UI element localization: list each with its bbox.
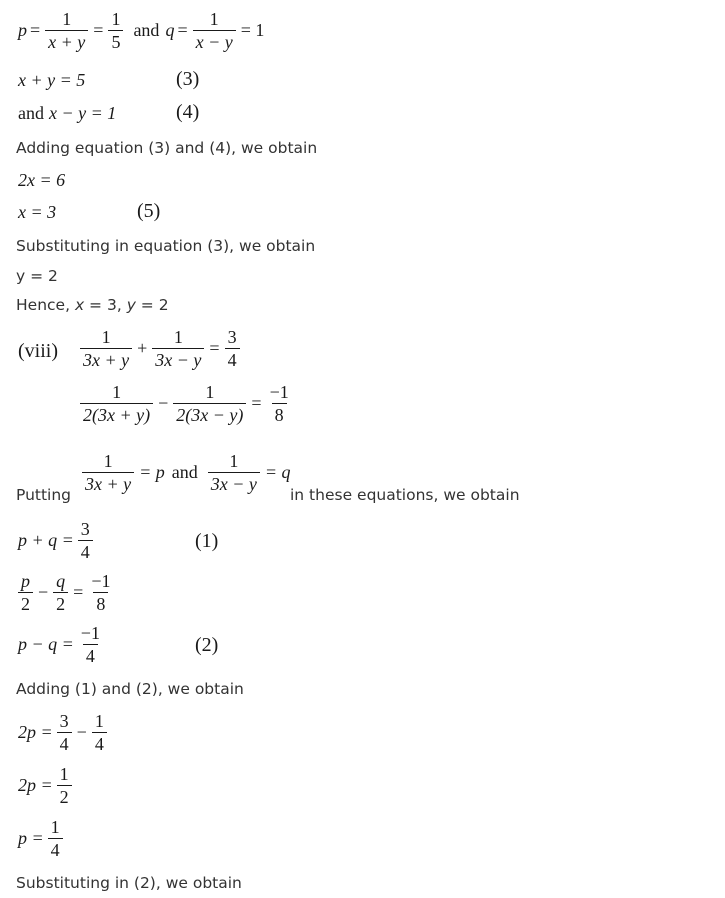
equation-3: x + y = 5 bbox=[18, 70, 86, 90]
numerator: 1 bbox=[62, 9, 72, 29]
denominator: 4 bbox=[57, 732, 72, 754]
part-label-viii: (viii) bbox=[18, 340, 58, 362]
fraction-1-over-3x-minus-y bbox=[208, 452, 260, 494]
equation-1 bbox=[18, 520, 95, 562]
fraction-1-over-2-3x-plus-y bbox=[80, 383, 153, 425]
numerator: 1 bbox=[59, 764, 69, 784]
fraction-1-over-3x-minus-y bbox=[152, 328, 204, 370]
equation-2p-b bbox=[18, 765, 74, 807]
equation-p bbox=[18, 818, 65, 860]
text-substituting-eq3: Substituting in equation (3), we obtain bbox=[16, 237, 316, 255]
equals-sign: = bbox=[73, 582, 84, 603]
hence-prefix: Hence, bbox=[16, 296, 75, 314]
equals-one: = 1 bbox=[240, 20, 265, 41]
equation-x-3: x = 3 bbox=[18, 202, 57, 222]
numerator: 3 bbox=[227, 327, 237, 347]
denominator: 2 bbox=[57, 785, 72, 807]
denominator: 2(3x + y) bbox=[80, 403, 153, 425]
var-q: q bbox=[165, 20, 175, 41]
denominator: 3x + y bbox=[80, 348, 132, 370]
y-value: = 2 bbox=[135, 296, 169, 314]
var-y: y bbox=[126, 296, 136, 314]
equation-viii-b bbox=[78, 383, 294, 425]
equation-2x-6: 2x = 6 bbox=[18, 170, 66, 190]
numerator: 1 bbox=[173, 327, 183, 347]
equation-half bbox=[16, 572, 115, 614]
equation-label-3: (3) bbox=[176, 68, 200, 90]
equals-sign: = bbox=[209, 338, 220, 359]
numerator: 1 bbox=[50, 817, 60, 837]
x-value: = 3, bbox=[84, 296, 127, 314]
equation-2 bbox=[18, 624, 105, 666]
fraction-1-over-x-minus-y bbox=[193, 10, 236, 52]
denominator: 4 bbox=[83, 644, 98, 666]
fraction-1-over-4 bbox=[48, 818, 63, 860]
equation-2p-lhs: 2p = bbox=[18, 722, 53, 743]
text-substituting-in-2: Substituting in (2), we obtain bbox=[16, 874, 242, 892]
equals-sign: = bbox=[177, 20, 188, 41]
equals-p: = p bbox=[139, 462, 165, 483]
text-hence bbox=[16, 296, 169, 314]
fraction-minus1-over-8 bbox=[88, 572, 113, 614]
denominator: 5 bbox=[108, 30, 123, 52]
denominator: 3x − y bbox=[208, 472, 260, 494]
fraction-3-over-4 bbox=[57, 712, 72, 754]
equation-label-2: (2) bbox=[195, 634, 219, 656]
numerator: 3 bbox=[59, 711, 69, 731]
denominator: 4 bbox=[225, 348, 240, 370]
and-word: and bbox=[18, 103, 44, 123]
numerator: −1 bbox=[91, 571, 111, 591]
denominator: 2 bbox=[53, 592, 68, 614]
minus-sign: − bbox=[76, 722, 87, 743]
fraction-p-over-2 bbox=[18, 572, 33, 614]
substitution-definitions bbox=[80, 452, 294, 494]
numerator: 1 bbox=[111, 9, 121, 29]
minus-sign: − bbox=[38, 582, 49, 603]
denominator: 3x + y bbox=[82, 472, 134, 494]
denominator: x − y bbox=[193, 30, 236, 52]
fraction-minus1-over-4 bbox=[78, 624, 103, 666]
fraction-1-over-5 bbox=[108, 10, 123, 52]
denominator: 3x − y bbox=[152, 348, 204, 370]
numerator: 1 bbox=[101, 327, 111, 347]
denominator: 4 bbox=[48, 838, 63, 860]
fraction-1-over-2 bbox=[57, 765, 72, 807]
equation-p-q-definition bbox=[18, 10, 267, 52]
fraction-1-over-2-3x-minus-y bbox=[173, 383, 246, 425]
fraction-1-over-4 bbox=[92, 712, 107, 754]
fraction-3-over-4 bbox=[78, 520, 93, 562]
numerator: −1 bbox=[80, 623, 100, 643]
numerator: 1 bbox=[229, 451, 239, 471]
denominator: 2(3x − y) bbox=[173, 403, 246, 425]
fraction-minus1-over-8 bbox=[267, 383, 292, 425]
numerator: 3 bbox=[80, 519, 90, 539]
var-x: x bbox=[74, 296, 85, 314]
numerator: 1 bbox=[94, 711, 104, 731]
equation-label-1: (1) bbox=[195, 530, 219, 552]
fraction-q-over-2 bbox=[53, 572, 68, 614]
fraction-1-over-x-plus-y bbox=[45, 10, 88, 52]
and-word: and bbox=[133, 20, 160, 41]
equation-viii-a bbox=[78, 328, 242, 370]
equation-1-lhs: p + q = bbox=[18, 530, 74, 551]
equals-sign: = bbox=[251, 393, 262, 414]
numerator: −1 bbox=[269, 382, 289, 402]
var-p: p bbox=[18, 20, 27, 41]
numerator: 1 bbox=[112, 382, 122, 402]
numerator: 1 bbox=[209, 9, 219, 29]
minus-sign: − bbox=[158, 393, 169, 414]
text-adding-3-and-4: Adding equation (3) and (4), we obtain bbox=[16, 139, 318, 157]
equation-2-lhs: p − q = bbox=[18, 634, 74, 655]
numerator: p bbox=[21, 571, 30, 591]
denominator: 8 bbox=[272, 403, 287, 425]
equation-2p-lhs: 2p = bbox=[18, 775, 53, 796]
denominator: 8 bbox=[93, 592, 108, 614]
fraction-1-over-3x-plus-y bbox=[82, 452, 134, 494]
numerator: 1 bbox=[205, 382, 215, 402]
equals-sign: = bbox=[30, 20, 41, 41]
plus-sign: + bbox=[137, 338, 148, 359]
fraction-3-over-4 bbox=[225, 328, 240, 370]
fraction-1-over-3x-plus-y bbox=[80, 328, 132, 370]
denominator: x + y bbox=[45, 30, 88, 52]
equation-p-lhs: p = bbox=[18, 828, 44, 849]
denominator: 4 bbox=[78, 540, 93, 562]
equals-q: = q bbox=[264, 462, 291, 483]
equation-label-4: (4) bbox=[176, 101, 200, 123]
text-in-these-equations: in these equations, we obtain bbox=[290, 486, 520, 504]
equation-2p-a bbox=[18, 712, 109, 754]
denominator: 2 bbox=[18, 592, 33, 614]
numerator: 1 bbox=[103, 451, 113, 471]
text-adding-1-and-2: Adding (1) and (2), we obtain bbox=[16, 680, 244, 698]
equation-label-5: (5) bbox=[137, 200, 161, 222]
equation-4 bbox=[18, 103, 116, 124]
text-y-equals-2: y = 2 bbox=[16, 267, 58, 285]
and-word: and bbox=[171, 462, 198, 483]
numerator: q bbox=[56, 571, 66, 591]
denominator: 4 bbox=[92, 732, 107, 754]
equation-4-expression: x − y = 1 bbox=[49, 103, 117, 123]
equals-sign: = bbox=[93, 20, 104, 41]
text-putting: Putting bbox=[16, 486, 72, 504]
